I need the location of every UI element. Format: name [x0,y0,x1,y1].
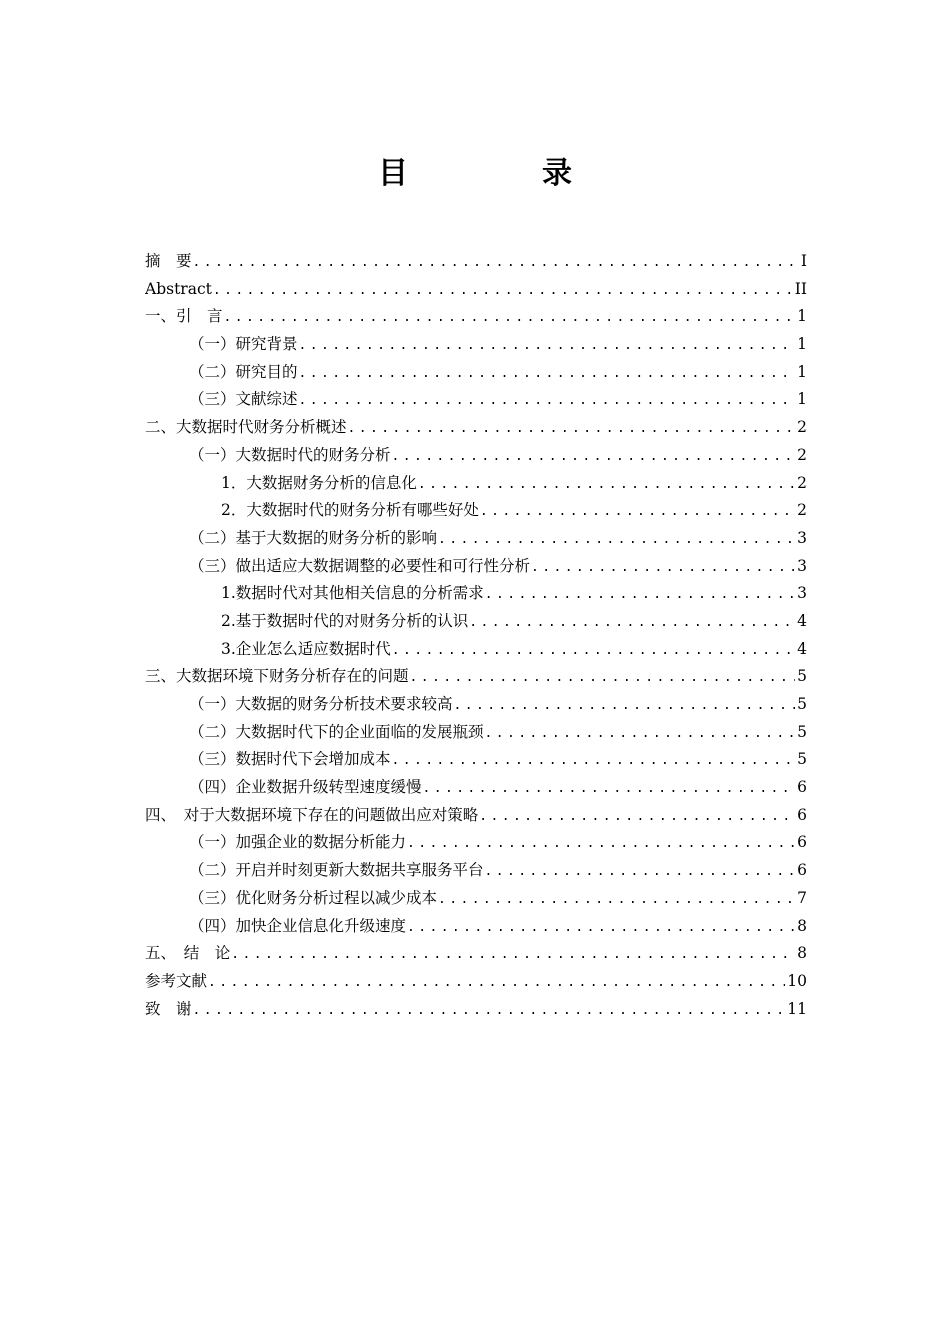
toc-entry-page-number: 4 [797,639,807,658]
toc-entry-label: 2．大数据时代的财务分析有哪些好处 [221,501,479,520]
dot-leader [407,830,795,857]
toc-entry[interactable] [145,276,807,304]
toc-entry[interactable] [145,414,807,442]
toc-entry[interactable] [145,802,807,830]
page-title: 目 录 [378,156,624,191]
toc-entry[interactable] [145,442,807,470]
dot-leader [299,387,796,414]
toc-entry-label: （一）研究背景 [189,335,298,354]
dot-leader [392,637,795,664]
toc-entry[interactable] [145,691,807,719]
toc-entry-page-number: 2 [797,418,807,437]
toc-entry[interactable] [145,553,807,581]
toc-entry[interactable] [145,940,807,968]
dot-leader [348,415,796,442]
dot-leader [224,304,796,331]
toc-entry-label: 3.企业怎么适应数据时代 [221,639,391,658]
toc-entry-page-number: 8 [797,944,807,963]
dot-leader [407,914,795,941]
dot-leader [392,747,796,774]
toc-entry-page-number: 6 [797,833,807,852]
dot-leader [469,609,795,636]
toc-entry[interactable] [145,580,807,608]
toc-entry[interactable] [145,636,807,664]
dot-leader [392,443,796,470]
toc-entry-page-number: 5 [797,750,807,769]
toc-entry-page-number: 6 [797,778,807,797]
toc-entry[interactable] [145,885,807,913]
dot-leader [299,332,796,359]
dot-leader [485,858,796,885]
toc-entry-label: 参考文献 [145,971,208,990]
dot-leader [531,554,795,581]
toc-entry-label: 四、 对于大数据环境下存在的问题做出应对策略 [145,805,479,824]
toc-entry-label: （四）企业数据升级转型速度缓慢 [189,778,422,797]
toc-entry-label: （三）优化财务分析过程以减少成本 [189,888,438,907]
toc-entry[interactable] [145,968,807,996]
toc-entry[interactable] [145,525,807,553]
toc-entry-page-number: 8 [797,916,807,935]
dot-leader [480,498,795,525]
dot-leader [213,277,793,304]
toc-entry[interactable] [145,248,807,276]
toc-entry[interactable] [145,996,807,1024]
toc-entry-page-number: 3 [797,528,807,547]
toc-entry-label: 致 谢 [145,999,192,1018]
toc-entry-label: （二）研究目的 [189,362,298,381]
toc-entry-label: （三）做出适应大数据调整的必要性和可行性分析 [189,556,531,575]
dot-leader [418,471,795,498]
toc-entry-label: 五、 结 论 [145,944,231,963]
toc-entry-page-number: 6 [797,861,807,880]
dot-leader [208,969,785,996]
toc-entry[interactable] [145,663,807,691]
dot-leader [454,692,796,719]
toc-entry-label: （二）基于大数据的财务分析的影响 [189,528,438,547]
toc-entry-page-number: 3 [797,556,807,575]
dot-leader [438,526,795,553]
toc-entry-page-number: 4 [797,611,807,630]
toc-entry[interactable] [145,719,807,747]
toc-entry-label: 二、大数据时代财务分析概述 [145,418,347,437]
toc-entry-page-number: 2 [797,501,807,520]
toc-entry[interactable] [145,774,807,802]
dot-leader [485,581,795,608]
dot-leader [479,803,795,830]
toc-entry-page-number: 1 [797,362,807,381]
dot-leader [299,360,796,387]
toc-entry[interactable] [145,497,807,525]
dot-leader [423,775,796,802]
toc-entry-page-number: 5 [797,667,807,686]
toc-entry-label: 1．大数据财务分析的信息化 [221,473,417,492]
toc-entry-label: 1.数据时代对其他相关信息的分析需求 [221,584,484,603]
toc-entry-label: （二）大数据时代下的企业面临的发展瓶颈 [189,722,484,741]
dot-leader [410,664,796,691]
toc-entry-label: 摘 要 [145,252,192,270]
dot-leader [438,886,795,913]
toc-entry-page-number: 2 [797,473,807,492]
toc-entry[interactable] [145,746,807,774]
toc-entry-page-number: 5 [797,695,807,713]
dot-leader [193,997,786,1024]
toc-entry-label: （一）大数据时代的财务分析 [189,445,391,464]
toc-entry-label: 2.基于数据时代的对财务分析的认识 [221,611,469,630]
toc-entry[interactable] [145,829,807,857]
toc-entry-label: （四）加快企业信息化升级速度 [189,916,407,935]
toc-entry-page-number: 11 [787,999,807,1018]
toc-entry-page-number: II [794,279,807,298]
toc-entry-page-number: 3 [797,584,807,603]
toc-entry[interactable] [145,857,807,885]
toc-entry[interactable] [145,608,807,636]
toc-entry-page-number: 1 [797,335,807,354]
toc-entry-label: 一、引 言 [145,307,223,326]
toc-entry-label: （一）加强企业的数据分析能力 [189,833,407,852]
toc-entry[interactable] [145,359,807,387]
toc-entry-label: （二）开启并时刻更新大数据共享服务平台 [189,861,484,880]
toc-entry-page-number: 7 [797,888,807,907]
table-of-contents [145,248,807,1023]
toc-entry-page-number: 2 [797,445,807,464]
toc-entry-page-number: 1 [797,307,807,326]
dot-leader [231,941,795,968]
toc-entry-page-number: I [800,252,807,270]
toc-entry-label: Abstract [145,279,212,298]
toc-entry-label: （三）数据时代下会增加成本 [189,750,391,769]
toc-entry-label: （一）大数据的财务分析技术要求较高 [189,695,453,713]
toc-entry-page-number: 10 [787,971,807,990]
toc-entry-page-number: 5 [797,722,807,741]
dot-leader [485,720,796,747]
toc-entry[interactable] [145,470,807,498]
toc-entry-page-number: 1 [797,390,807,409]
toc-entry[interactable] [145,331,807,359]
toc-entry-page-number: 6 [797,805,807,824]
dot-leader [193,249,799,276]
toc-entry-label: 三、大数据环境下财务分析存在的问题 [145,667,409,686]
toc-entry-label: （三）文献综述 [189,390,298,409]
toc-entry[interactable] [145,303,807,331]
toc-entry[interactable] [145,386,807,414]
toc-entry[interactable] [145,913,807,941]
